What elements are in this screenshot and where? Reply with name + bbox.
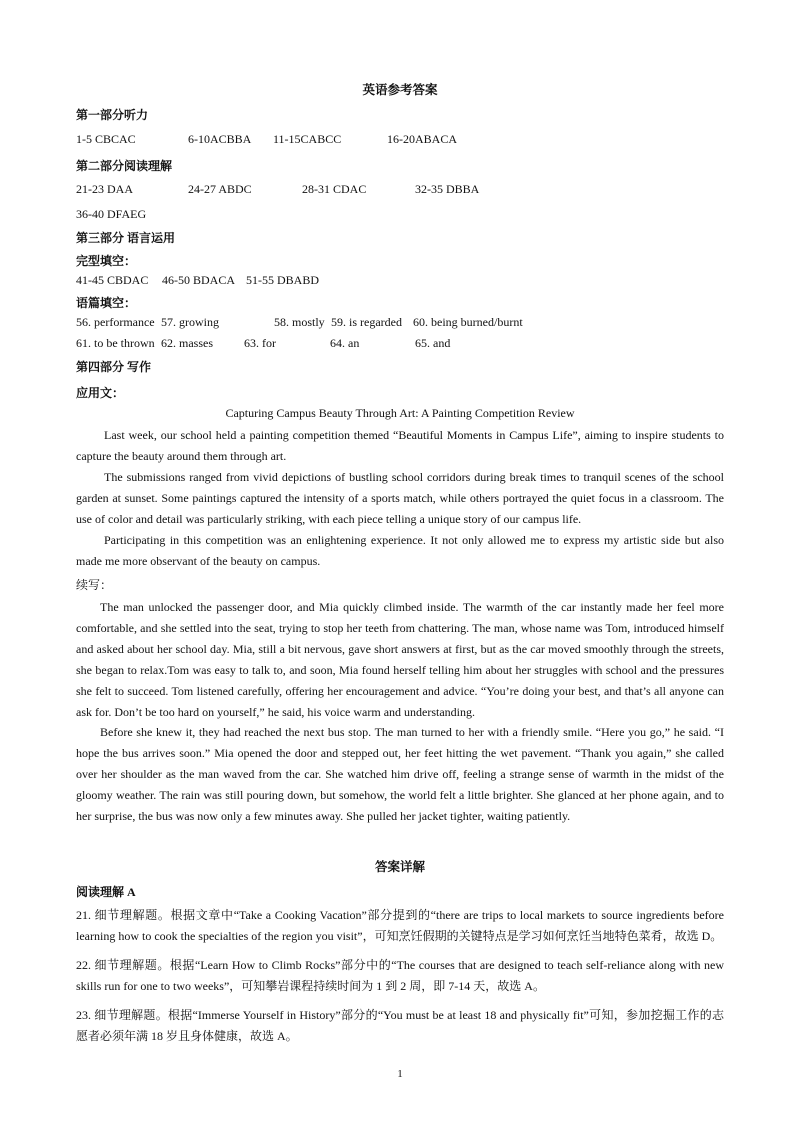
part2-heading: 第二部分阅读理解 [76, 159, 173, 173]
answer-item: 61. to be thrown [76, 336, 155, 350]
continuation-heading: 续写： [76, 578, 113, 592]
details-section-heading: 阅读理解 A [76, 885, 136, 899]
detail-item: 22. 细节理解题。根据“Learn How to Climb Rocks”部分中的“The courses that are designed to teach self-reliance along with new skills run for one to two weeks”，可知攀岩课程持续时间为 1 到 2 周，即 7-14 天，故选 A。 [76, 958, 724, 993]
answer-group: 6-10ACBBA [188, 132, 252, 146]
page-title: 英语参考答案 [362, 83, 438, 97]
cloze-heading: 完型填空： [76, 254, 137, 268]
answer-group: 51-55 DBABD [246, 273, 320, 287]
answer-item: 57. growing [161, 315, 219, 329]
answer-group: 11-15CABCC [273, 132, 342, 146]
answer-item: 62. masses [161, 336, 213, 350]
answer-group: 16-20ABACA [387, 132, 458, 146]
answer-item: 65. and [415, 336, 451, 350]
essay-paragraph: Participating in this competition was an enlightening experience. It not only allowed me to express my artistic side but also made me more observant of the beauty on campus. [76, 533, 724, 568]
part4-heading: 第四部分 写作 [76, 360, 152, 374]
answer-group: 32-35 DBBA [415, 182, 480, 196]
practical-heading: 应用文： [76, 386, 125, 400]
essay-title: Capturing Campus Beauty Through Art: A Painting Competition Review [225, 406, 575, 420]
continuation-paragraph: The man unlocked the passenger door, and Mia quickly climbed inside. The warmth of the car instantly made her feel more comfortable, and she settled into the seat, trying to stop her teeth from chattering. The man, whose name was Tom, introduced himself and asked about her school day. Mia, still a bit nervous, gave short answers at first, but as the car moved smoothly through the streets, she began to relax.Tom was easy to talk to, and soon, Mia found herself telling him about her struggles with school and the pressures she felt to succeed. Tom listened carefully, offering her encouragement and advice. “You’re doing your best, and that’s all anyone can ask for. Don’t be too hard on yourself,” he said, his voice warm and understanding. [76, 600, 724, 719]
grammar-heading: 语篇填空： [76, 296, 137, 310]
part2-answers-row2: 36-40 DFAEG [76, 207, 147, 221]
page-number: 1 [397, 1068, 403, 1080]
detail-item: 23. 细节理解题。根据“Immerse Yourself in History”部分的“You must be at least 18 and physically fit”可知，参加挖掘工作的志愿者必须年满 18 岁且身体健康，故选 A。 [76, 1008, 724, 1043]
essay-paragraph: The submissions ranged from vivid depictions of bustling school corridors during break times to tranquil scenes of the school garden at sunset. Some paintings captured the intensity of a sports match, while others portrayed the quiet focus in a classroom. The use of color and detail was particularly striking, with each piece telling a unique story of our campus life. [76, 470, 724, 526]
answer-group: 1-5 CBCAC [76, 132, 136, 146]
answer-item: 59. is regarded [331, 315, 402, 329]
continuation-paragraph: Before she knew it, they had reached the next bus stop. The man turned to her with a friendly smile. “Here you go,” he said. “I hope the bus arrives soon.” Mia opened the door and stepped out, her feet hitting the wet pavement. “Thank you again,” she called over her shoulder as the man waved from the car. She watched him drive off, feeling a strange sense of warmth in the midst of the gloomy weather. The rain was still pouring down, but somehow, the world felt a little brighter. She glanced at her phone again, and to her surprise, the bus was now only a few minutes away. She pulled her jacket tighter, waiting patiently. [76, 725, 724, 823]
answer-item: 60. being burned/burnt [413, 315, 523, 329]
answer-group: 28-31 CDAC [302, 182, 367, 196]
answer-item: 64. an [330, 336, 360, 350]
answer-item: 56. performance [76, 315, 155, 329]
answer-item: 63. for [244, 336, 276, 350]
essay-paragraph: Last week, our school held a painting competition themed “Beautiful Moments in Campus Life”, aiming to inspire students to capture the beauty around them through art. [76, 428, 724, 463]
detail-item: 21. 细节理解题。根据文章中“Take a Cooking Vacation”部分提到的“there are trips to local markets to source ingredients before learning how to cook the specialties of the region you visit”，可知烹饪假期的关键特点是学习如何烹饪当地特色菜肴，故选 D。 [76, 908, 724, 943]
answer-group: 41-45 CBDAC [76, 273, 149, 287]
part3-heading: 第三部分 语言运用 [76, 231, 176, 245]
answer-group: 24-27 ABDC [188, 182, 252, 196]
answer-item: 58. mostly [274, 315, 325, 329]
part1-heading: 第一部分听力 [76, 108, 149, 122]
details-title: 答案详解 [374, 860, 425, 874]
answer-group: 46-50 BDACA [162, 273, 236, 287]
answer-group: 21-23 DAA [76, 182, 133, 196]
